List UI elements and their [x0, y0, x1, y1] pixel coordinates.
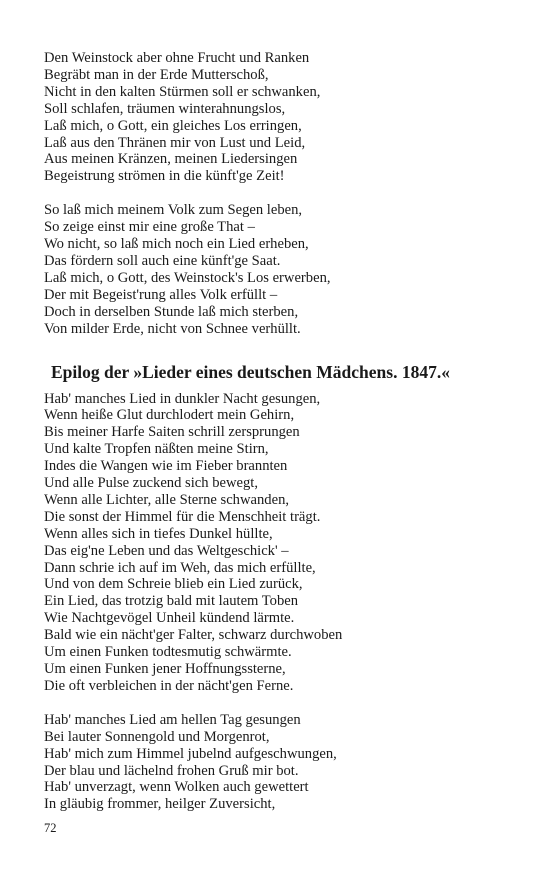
verse-line: Wenn heiße Glut durchlodert mein Gehirn,: [44, 407, 295, 424]
verse-line: Nicht in den kalten Stürmen soll er schwanken,: [44, 83, 321, 100]
verse-line: Bald wie ein nächt'ger Falter, schwarz durchwoben: [44, 627, 343, 644]
verse-line: Bei lauter Sonnengold und Morgenrot,: [44, 728, 270, 745]
verse-line: Indes die Wangen wie im Fieber brannten: [44, 458, 288, 475]
verse-line: Begräbt man in der Erde Mutterschoß,: [44, 66, 269, 83]
verse-line: Und kalte Tropfen näßten meine Stirn,: [44, 441, 269, 458]
verse-line: Bis meiner Harfe Saiten schrill zersprungen: [44, 424, 300, 441]
verse-line: Begeistrung strömen in die künft'ge Zeit!: [44, 168, 285, 185]
verse-line: Der blau und lächelnd frohen Gruß mir bot.: [44, 762, 299, 779]
verse-line: Hab' mich zum Himmel jubelnd aufgeschwungen,: [44, 745, 337, 762]
verse-line: Und alle Pulse zuckend sich bewegt,: [44, 475, 258, 492]
verse-line: Laß aus den Thränen mir von Lust und Leid,: [44, 134, 306, 151]
verse-line: Um einen Funken jener Hoffnungssterne,: [44, 661, 286, 677]
verse-line: Die oft verbleichen in der nächt'gen Ferne.: [44, 677, 294, 694]
verse-line: Aus meinen Kränzen, meinen Liedersingen: [44, 151, 298, 168]
verse-line: Soll schlafen, träumen winterahnungslos,: [44, 100, 286, 117]
verse-line: Das eig'ne Leben und das Weltgeschick' –: [44, 542, 289, 559]
verse-line: Wenn alles sich in tiefes Dunkel hüllte,: [44, 525, 273, 542]
verse-line: Dann schrie ich auf im Weh, das mich erfüllte,: [44, 559, 316, 576]
stanza: [44, 391, 514, 695]
verse-line: Ein Lied, das trotzig bald mit lautem Toben: [44, 593, 299, 610]
verse-line: So laß mich meinem Volk zum Segen leben,: [44, 202, 303, 219]
verse-line: Laß mich, o Gott, des Weinstock's Los erwerben,: [44, 269, 331, 286]
verse-line: Von milder Erde, nicht von Schnee verhüllt.: [44, 320, 301, 337]
verse-line: Den Weinstock aber ohne Frucht und Ranken: [44, 50, 310, 66]
verse-line: Wo nicht, so laß mich noch ein Lied erheben,: [44, 236, 309, 253]
verse-line: Und von dem Schreie blieb ein Lied zurück,: [44, 576, 303, 593]
stanza: [44, 712, 514, 813]
verse-line: Doch in derselben Stunde laß mich sterben,: [44, 303, 299, 320]
verse-line: Hab' unverzagt, wenn Wolken auch gewettert: [44, 779, 309, 796]
verse-line: Hab' manches Lied in dunkler Nacht gesungen,: [44, 390, 321, 407]
stanza: [44, 50, 514, 185]
verse-line: Wenn alle Lichter, alle Sterne schwanden,: [44, 491, 290, 508]
page-number: 72: [44, 821, 57, 835]
verse-line: Hab' manches Lied am hellen Tag gesungen: [44, 711, 301, 728]
verse-line: Wie Nachtgevögel Unheil kündend lärmte.: [44, 610, 295, 627]
verse-line: Laß mich, o Gott, ein gleiches Los erringen,: [44, 117, 302, 134]
poem-weinstock: [44, 50, 514, 338]
verse-line: Die sonst der Himmel für die Menschheit trägt.: [44, 508, 321, 525]
poem-epilog: [44, 391, 514, 814]
stanza: [44, 202, 514, 337]
page-content: [44, 50, 514, 813]
verse-line: Um einen Funken todtesmutig schwärmte.: [44, 644, 292, 661]
verse-line: Das fördern soll auch eine künft'ge Saat.: [44, 252, 281, 269]
verse-line: Der mit Begeist'rung alles Volk erfüllt –: [44, 286, 278, 303]
verse-line: In gläubig frommer, heilger Zuversicht,: [44, 796, 276, 813]
poem-heading: Epilog der »Lieder eines deutschen Mädchens. 1847.«: [51, 361, 450, 382]
verse-line: So zeige einst mir eine große That –: [44, 219, 255, 236]
